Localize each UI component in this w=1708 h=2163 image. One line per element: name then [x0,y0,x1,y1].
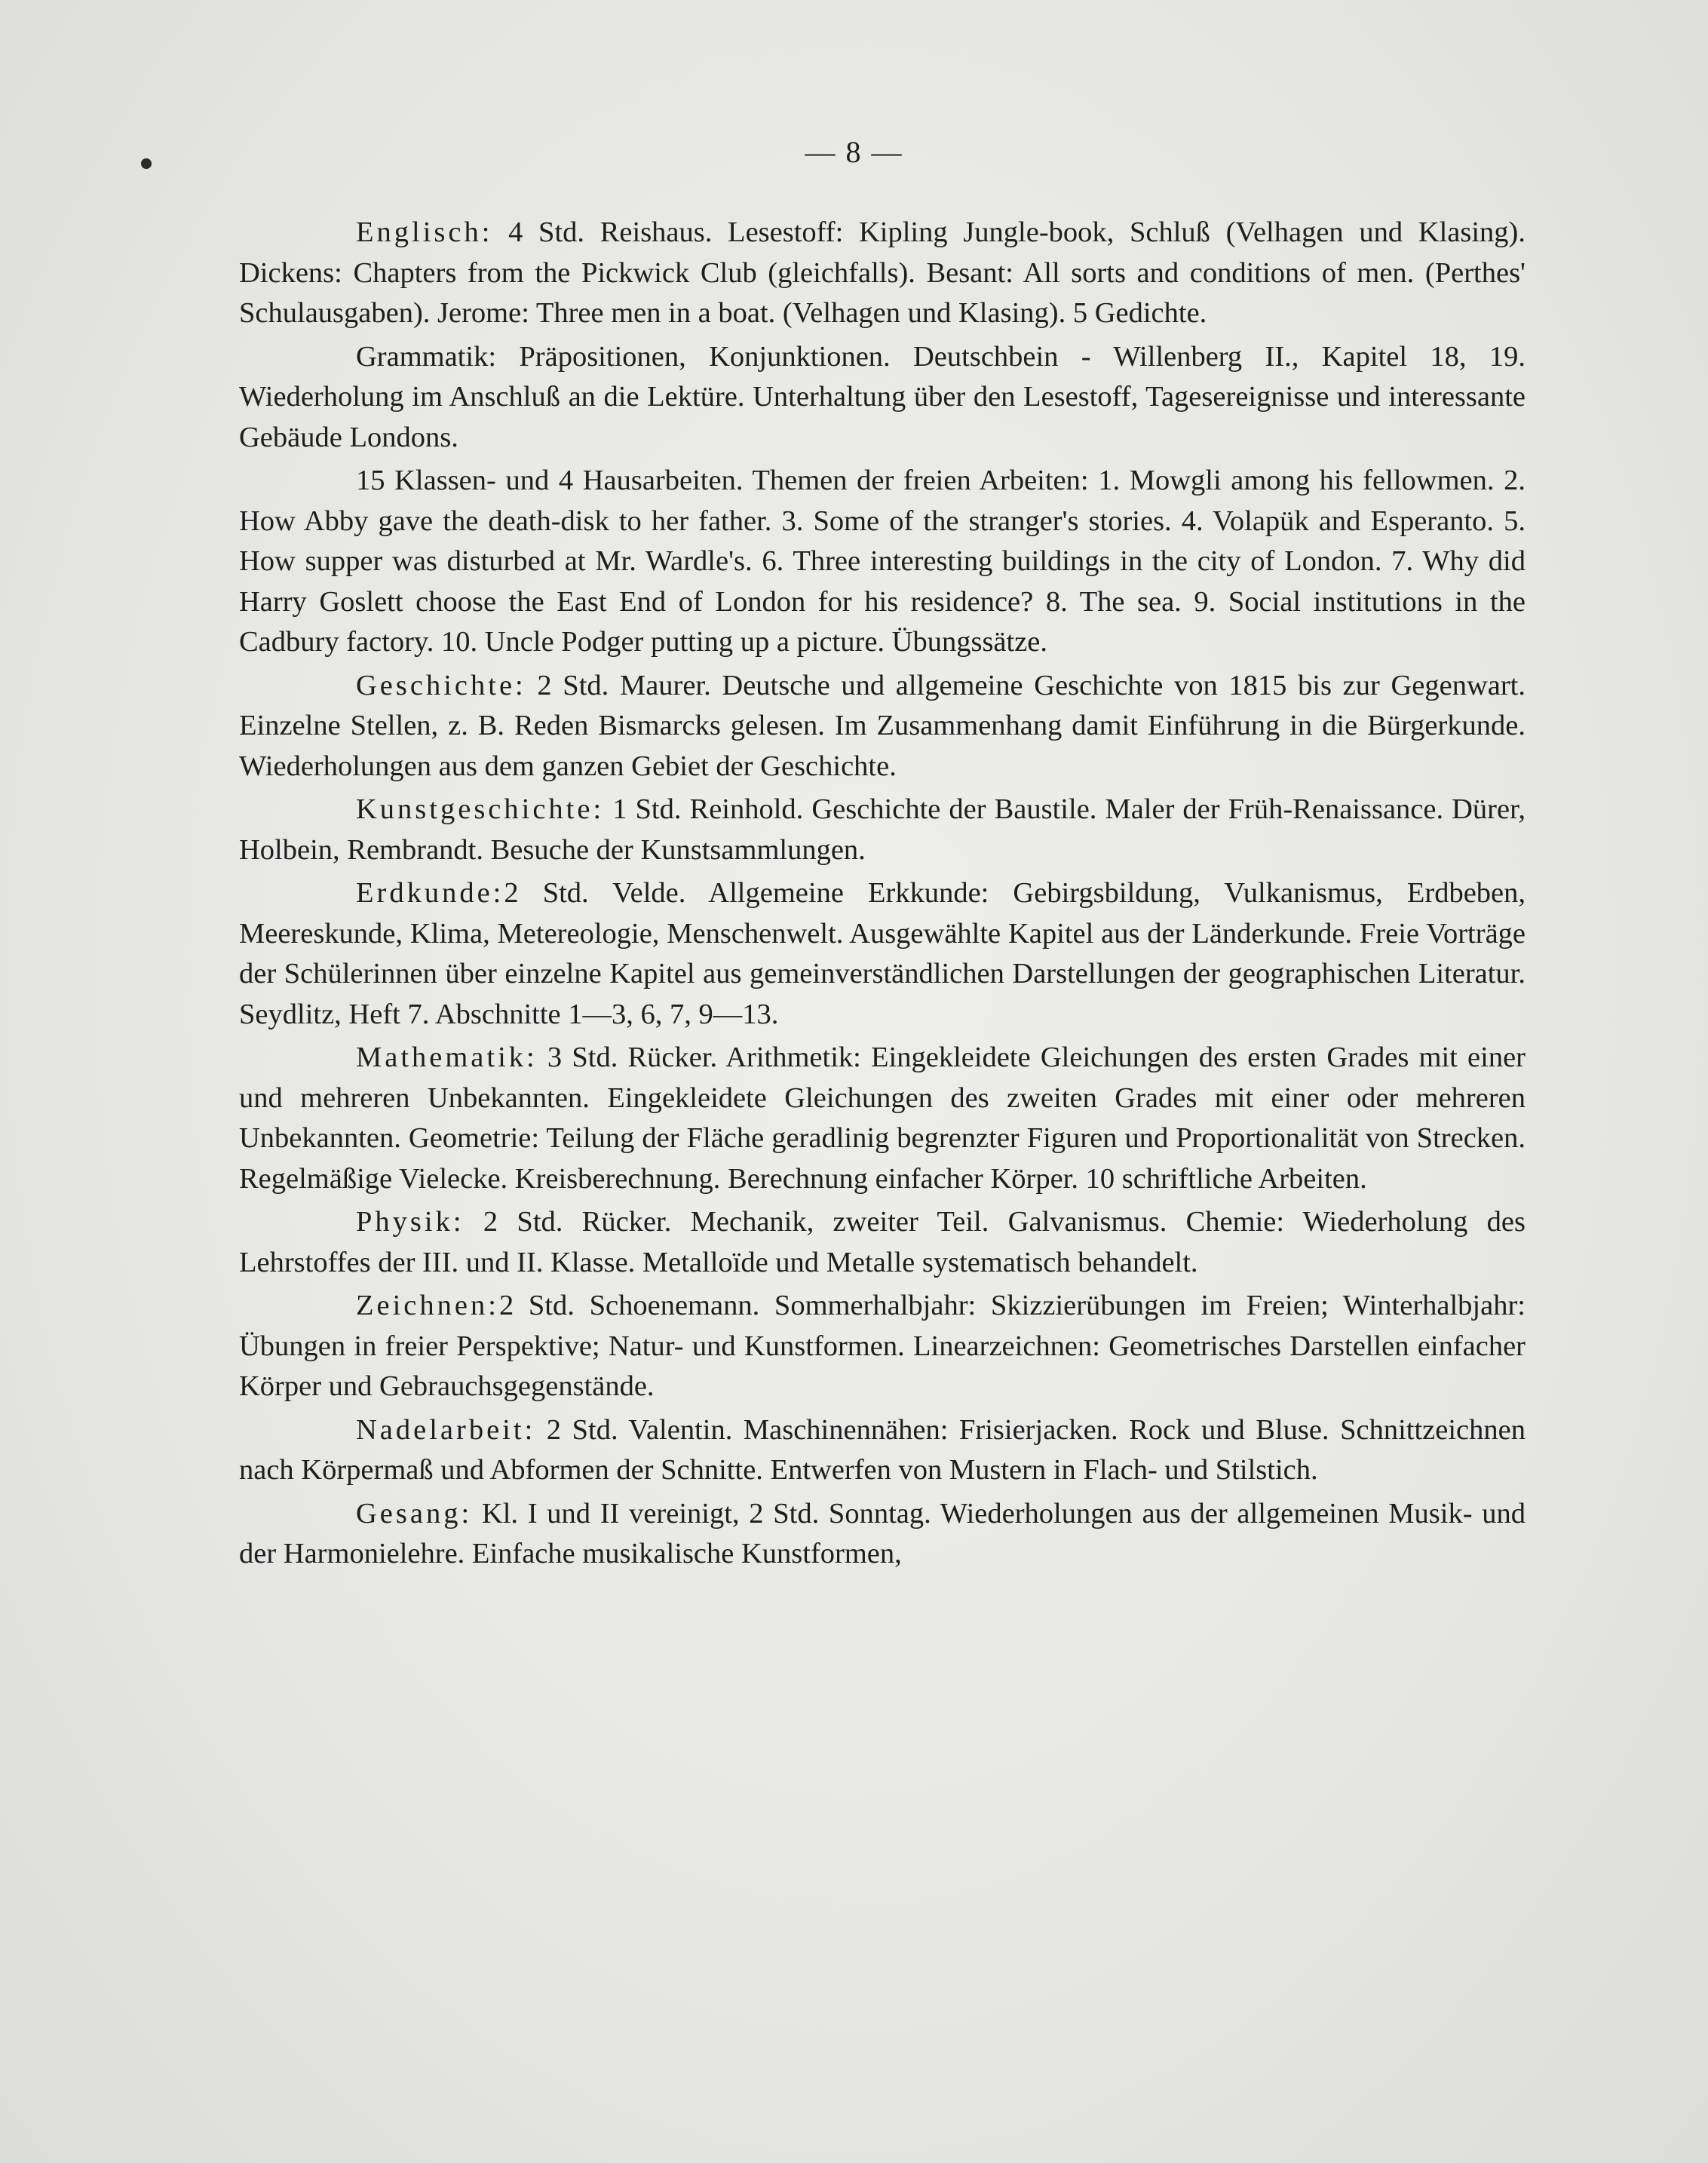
paragraph-text: 15 Klassen- und 4 Hausarbeiten. Themen der freien Arbeiten: 1. Mowgli among his fellowmen. 2. How Abby gave the death-disk to her father. 3. Some of the stranger's stories. 4. Volapük and Esperanto. 5. How supper was disturbed at Mr. Wardle's. 6. Three interesting buildings in the city of London. 7. Why did Harry Goslett choose the East End of London for his residence? 8. The sea. 9. Social institutions in the Cadbury factory. 10. Uncle Podger putting up a picture. Übungssätze. [239,465,1526,658]
subject-heading: Erdkunde: [356,877,504,909]
page-number: — 8 — [805,135,903,169]
subject-heading: Geschichte: [356,669,526,701]
paragraph-text: 2 Std. Schoenemann. Sommerhalbjahr: Skizzierübungen im Freien; Winterhalbjahr: Übungen in freier Perspektive; Natur- und Kunstformen. Linearzeichnen: Geometrisches Darstellen einfacher Körper und Gebrauchsgegenstände. [239,1290,1526,1402]
page-content [239,213,1526,1578]
subject-heading: Gesang: [356,1497,473,1529]
paragraph-text: 2 Std. Maurer. Deutsche und allgemeine Geschichte von 1815 bis zur Gegenwart. Einzelne Stellen, z. B. Reden Bismarcks gelesen. Im Zusammenhang damit Einführung in die Bürgerkunde. Wiederholungen aus dem ganzen Gebiet der Geschichte. [239,669,1526,782]
paragraph-text: 4 Std. Reishaus. Lesestoff: Kipling Jungle-book, Schluß (Velhagen und Klasing). Dickens: Chapters from the Pickwick Club (gleichfalls). Besant: All sorts and conditions of men. (Perthes' Schulausgaben). Jerome: Three men in a boat. (Velhagen und Klasing). 5 Gedichte. [239,216,1526,329]
paragraph-text: 1 Std. Reinhold. Geschichte der Baustile. Maler der Früh-Renaissance. Dürer, Holbein, Rembrandt. Besuche der Kunstsammlungen. [239,793,1526,866]
paragraph-geschichte [239,666,1526,787]
paragraph-text: 3 Std. Rücker. Arithmetik: Eingekleidete Gleichungen des ersten Grades mit einer und mehreren Unbekannten. Eingekleidete Gleichungen des zweiten Grades mit einer oder mehreren Unbekannten. Geometrie: Teilung der Fläche geradlinig begrenzter Figuren und Proportionalität von Strecken. Regelmäßige Vielecke. Kreisberechnung. Berechnung einfacher Körper. 10 schriftliche Arbeiten. [239,1042,1526,1195]
paragraph-kunstgeschichte [239,790,1526,870]
paragraph-text: 2 Std. Velde. Allgemeine Erkkunde: Gebirgsbildung, Vulkanismus, Erdbeben, Meereskunde, Klima, Metereologie, Menschenwelt. Ausgewählte Kapitel aus der Länderkunde. Freie Vorträge der Schülerinnen über einzelne Kapitel aus gemeinverständlichen Darstellungen der geographischen Literatur. Seydlitz, Heft 7. Abschnitte 1—3, 6, 7, 9—13. [239,877,1526,1030]
paragraph-mathematik [239,1038,1526,1199]
paragraph-nadelarbeit [239,1410,1526,1491]
paragraph-physik [239,1202,1526,1283]
paragraph-text: 2 Std. Rücker. Mechanik, zweiter Teil. Galvanismus. Chemie: Wiederholung des Lehrstoffes der III. und II. Klasse. Metalloïde und Metalle systematisch behandelt. [239,1206,1526,1278]
subject-heading: Physik: [356,1206,465,1238]
paragraph-text: Grammatik: Präpositionen, Konjunktionen. Deutschbein - Willenberg II., Kapitel 18, 19. Wiederholung im Anschluß an die Lektüre. Unterhaltung über den Lesestoff, Tagesereignisse und interessante Gebäude Londons. [239,340,1526,453]
paragraph-klassenarbeiten [239,461,1526,663]
paragraph-gesang [239,1494,1526,1575]
subject-heading: Nadelarbeit: [356,1413,536,1446]
paragraph-zeichnen [239,1286,1526,1407]
paragraph-text: Kl. I und II vereinigt, 2 Std. Sonntag. Wiederholungen aus der allgemeinen Musik- und der Harmonielehre. Einfache musikalische Kunstformen, [239,1497,1526,1569]
paragraph-englisch [239,213,1526,334]
subject-heading: Mathematik: [356,1042,538,1073]
subject-heading: Zeichnen: [356,1290,499,1321]
paragraph-text: 2 Std. Valentin. Maschinennähen: Frisierjacken. Rock und Bluse. Schnittzeichnen nach Körpermaß und Abformen der Schnitte. Entwerfen von Mustern in Flach- und Stilstich. [239,1413,1526,1486]
paragraph-erdkunde [239,873,1526,1035]
subject-heading: Kunstgeschichte: [356,793,605,825]
paragraph-grammatik [239,337,1526,459]
subject-heading: Englisch: [356,216,493,248]
